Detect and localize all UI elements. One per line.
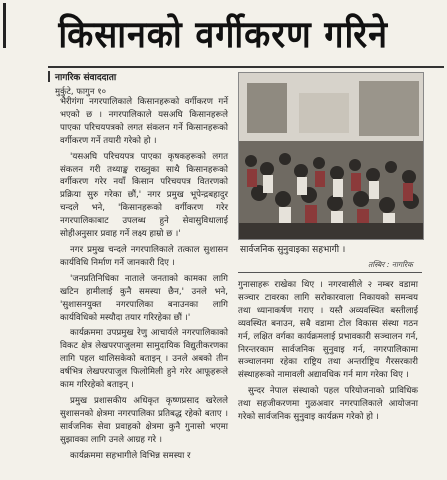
paragraph: कार्यक्रममा उपप्रमुख रेणु आचार्यले नगरपालिकाको विकट क्षेत्र लेखपरपाजुलमा सामुदायिक विद्युतीकरणका लागि पहल थालिसकेको बताइन् । उनले अबको तीन वर्षभित्र लेखपरपाजुल फिलोमिली हुने गरेर आफूहरूले काम गरिरहेको बताइन् ।: [60, 328, 228, 391]
caption-rule: [238, 272, 422, 273]
reporter-marker: [48, 71, 50, 82]
headline-rule: [48, 66, 444, 68]
paragraph: नगर प्रमुख चन्दले नगरपालिकाले तत्काल सुशासन कार्यविधि निर्माण गर्ने जानकारी दिए ।: [60, 244, 228, 268]
paragraph: प्रमुख प्रशासकीय अधिकृत कृष्णप्रसाद खरेलले सुशासनको क्षेत्रमा नगरपालिका प्रतिबद्ध रहेको बताए । सार्वजनिक सेवा प्रवाहको क्षेत्रमा कुनै गुनासो भएमा सुझावका लागि उनले आग्रह गरे ।: [60, 395, 228, 445]
paragraph: गुनासाहरू राखेका थिए । नगरवासीले २ नम्बर वडामा सञ्चार टावरका लागि सरोकारवाला निकायको समन्वय तथा ध्यानाकर्षण गराए । यस्तै अव्यवस्थित बस्तीलाई व्यवस्थित बनाउन, सबै वडामा टोल विकास संस्था गठन गर्न, लक्षित वर्गका कार्यक्रमलाई प्रभावकारी सञ्चालन गर्न, निरन्तरकाम सार्वजनिक सुनुवाइ गर्न, नगरपालिकामा सञ्चालनमा रहेका राष्ट्रिय तथा अन्तर्राष्ट्रिय गैरसरकारी संस्थाहरूको नामावली अद्यावधिक गर्न माग गरेका थिए ।: [238, 280, 418, 381]
photo-caption: सार्वजनिक सुनुवाइका सहभागी ।: [240, 245, 346, 255]
news-photo: [238, 72, 424, 240]
headline: किसानको वर्गीकरण गरिने: [58, 12, 389, 56]
photo-credit: तस्बिर : नागरिक: [368, 260, 413, 269]
reporter-byline: नागरिक संवाददाता: [55, 73, 117, 83]
paragraph: भैरीगंगा नगरपालिकाले किसानहरूको वर्गीकरण गर्ने भएको छ । नगरपालिकाले यसअघि किसानहरूले पाएका परिचयपत्रको लगत संकलन गर्ने किसानहरूको वर्गीकरण गर्ने तयारी गरेको हो ।: [60, 97, 228, 146]
paragraph: 'जनप्रतिनिधिका नाताले जनताको कामका लागि खटिन हामीलाई कुनै समस्या छैन,' उनले भने, 'सुशासनयुक्त नगरपालिका बनाउनका लागि कार्यविधिको मस्यौदा तयार गरिरहेका छौं ।': [60, 273, 228, 323]
paragraph: सुन्दर नेपाल संस्थाको पहल परियोजनाको प्राविधिक तथा सहजीकरणमा गुळअवार नगरपालिकाले आयोजना गरेको सार्वजनिक सुनुवाइ कार्यक्रम गरेको हो ।: [238, 386, 418, 423]
paragraph: कार्यक्रममा सहभागीले विभिन्न समस्या र: [70, 450, 191, 461]
dateline: मुर्कुटे, फागुन १०: [55, 87, 107, 97]
headline-container: [0, 0, 447, 64]
left-column: [60, 96, 228, 465]
paragraph: 'यसअघि परिचयपत्र पाएका कृषकहरूको लगत संकलन गरी तथ्याङ्क राख्नुका साथै किसानहरूको वर्गीकरण गरेर नयाँ किसान परिचयपत्र वितरणको प्रक्रिया सुरु गरेका छौं,' नगर प्रमुख भूपेन्द्रबहादुर चन्दले भने, 'किसानहरूको वर्गीकरण गरेर नगरपालिकाबाट उपलब्ध हुने सेवासुविधालाई सोहीअनुसार प्रवाह गर्ने लक्ष्य हाम्रो छ ।': [60, 151, 228, 240]
right-column: [238, 279, 418, 427]
